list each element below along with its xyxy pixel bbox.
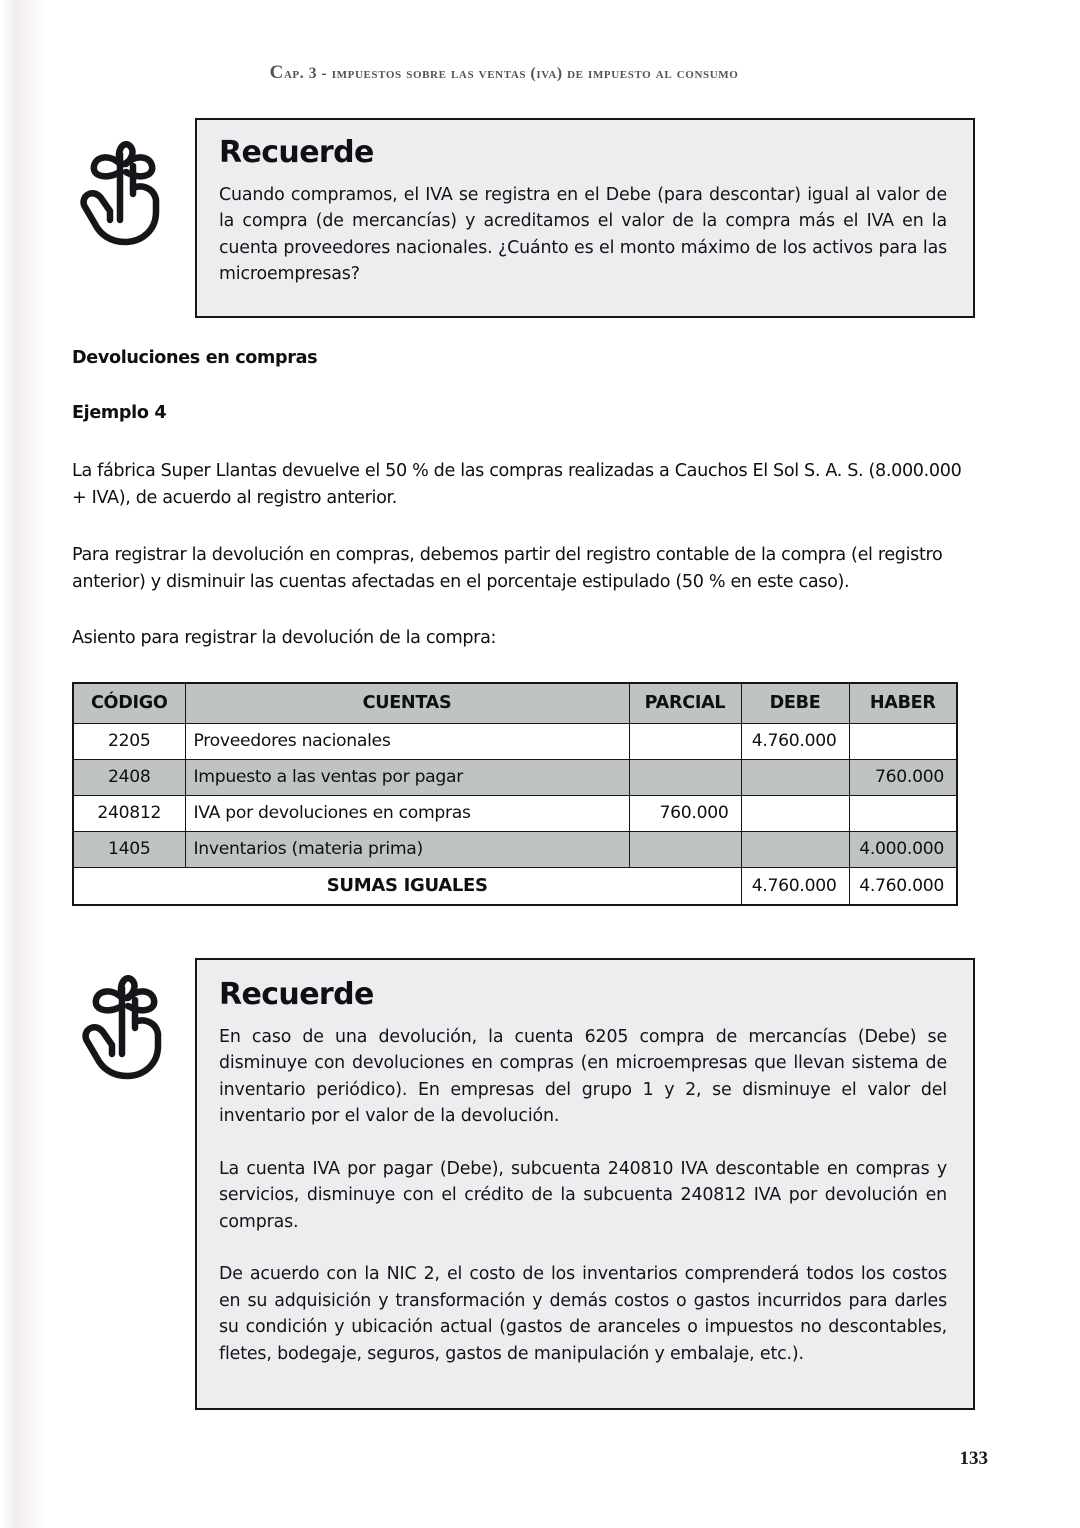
cell-debe [741, 795, 849, 831]
cell-haber: 4.000.000 [849, 831, 957, 867]
recuerde-callout-bottom [195, 958, 975, 1410]
recuerde-callout-top [195, 118, 975, 318]
table-row [73, 795, 957, 831]
hand-with-ribbon-icon [76, 128, 172, 246]
cell-haber: 760.000 [849, 759, 957, 795]
table-header-row [73, 683, 957, 723]
table-row [73, 831, 957, 867]
cell-parcial: 760.000 [629, 795, 741, 831]
section-paragraph-2: Para registrar la devolución en compras, debemos partir del registro contable de la compra (el registro anterior) y disminuir las cuentas afectadas en el porcentaje estipulado (50 % en este caso). [72, 545, 943, 593]
callout-paragraph: Cuando compramos, el IVA se registra en el Debe (para descontar) igual al valor de la compra (de mercancías) y acreditamos el valor de la compra más el IVA en la cuenta proveedores nacionales. ¿Cuánto es el monto máximo de los activos para las microempresas? [219, 185, 947, 285]
cell-cuentas: IVA por devoluciones en compras [185, 795, 629, 831]
callout-paragraph: En caso de una devolución, la cuenta 6205 compra de mercancías (Debe) se disminuye con devoluciones en compras (en microempresas que llevan sistema de inventario periódico). En empresas del grupo 1 y 2, se disminuye el valor del inventario por el valor de la devolución. [219, 1027, 947, 1127]
section-paragraph-3: Asiento para registrar la devolución de la compra: [72, 628, 497, 648]
callout-title: Recuerde [219, 977, 374, 1012]
cell-cuentas: Impuesto a las ventas por pagar [185, 759, 629, 795]
cell-codigo: 1405 [73, 831, 185, 867]
cell-debe [741, 831, 849, 867]
cell-cuentas: Inventarios (materia prima) [185, 831, 629, 867]
table-row [73, 759, 957, 795]
cell-debe [741, 759, 849, 795]
cell-haber [849, 723, 957, 759]
example-label: Ejemplo 4 [72, 403, 167, 423]
cell-haber [849, 795, 957, 831]
section-heading: Devoluciones en compras [72, 348, 318, 368]
journal-entry-table [72, 682, 958, 906]
total-haber: 4.760.000 [849, 867, 957, 905]
column-header-parcial: PARCIAL [629, 683, 741, 723]
cell-parcial [629, 759, 741, 795]
cell-codigo: 2205 [73, 723, 185, 759]
callout-paragraph: De acuerdo con la NIC 2, el costo de los inventarios comprenderá todos los costos en su adquisición y transformación y demás costos o gastos incurridos para darles su condición y ubicación actual (gastos de aranceles o impuestos no descontables, fletes, bodegaje, seguros, gastos de manipulación y embalaje, etc.). [219, 1264, 947, 1364]
cell-debe: 4.760.000 [741, 723, 849, 759]
callout-paragraph: La cuenta IVA por pagar (Debe), subcuenta 240810 IVA descontable en compras y servicios, disminuye con el crédito de la subcuenta 240812 IVA por devolución en compras. [219, 1158, 947, 1232]
column-header-haber: HABER [849, 683, 957, 723]
column-header-codigo: CÓDIGO [73, 683, 185, 723]
callout-title: Recuerde [219, 135, 374, 170]
column-header-debe: DEBE [741, 683, 849, 723]
cell-parcial [629, 723, 741, 759]
running-head-first-letter: C [269, 62, 284, 83]
table-total-row [73, 867, 957, 905]
total-label: SUMAS IGUALES [73, 867, 741, 905]
hand-with-ribbon-icon [78, 962, 174, 1080]
running-head [0, 62, 1080, 84]
table-row [73, 723, 957, 759]
column-header-cuentas: CUENTAS [185, 683, 629, 723]
page-number: 133 [959, 1448, 988, 1469]
cell-cuentas: Proveedores nacionales [185, 723, 629, 759]
total-debe: 4.760.000 [741, 867, 849, 905]
running-head-text: ap. 3 - impuestos sobre las ventas (iva) de impuesto al consumo [283, 65, 739, 82]
cell-codigo: 2408 [73, 759, 185, 795]
section-paragraph-1: La fábrica Super Llantas devuelve el 50 % de las compras realizadas a Cauchos El Sol S. A. S. (8.000.000 + IVA), de acuerdo al registro anterior. [72, 461, 962, 509]
cell-codigo: 240812 [73, 795, 185, 831]
cell-parcial [629, 831, 741, 867]
